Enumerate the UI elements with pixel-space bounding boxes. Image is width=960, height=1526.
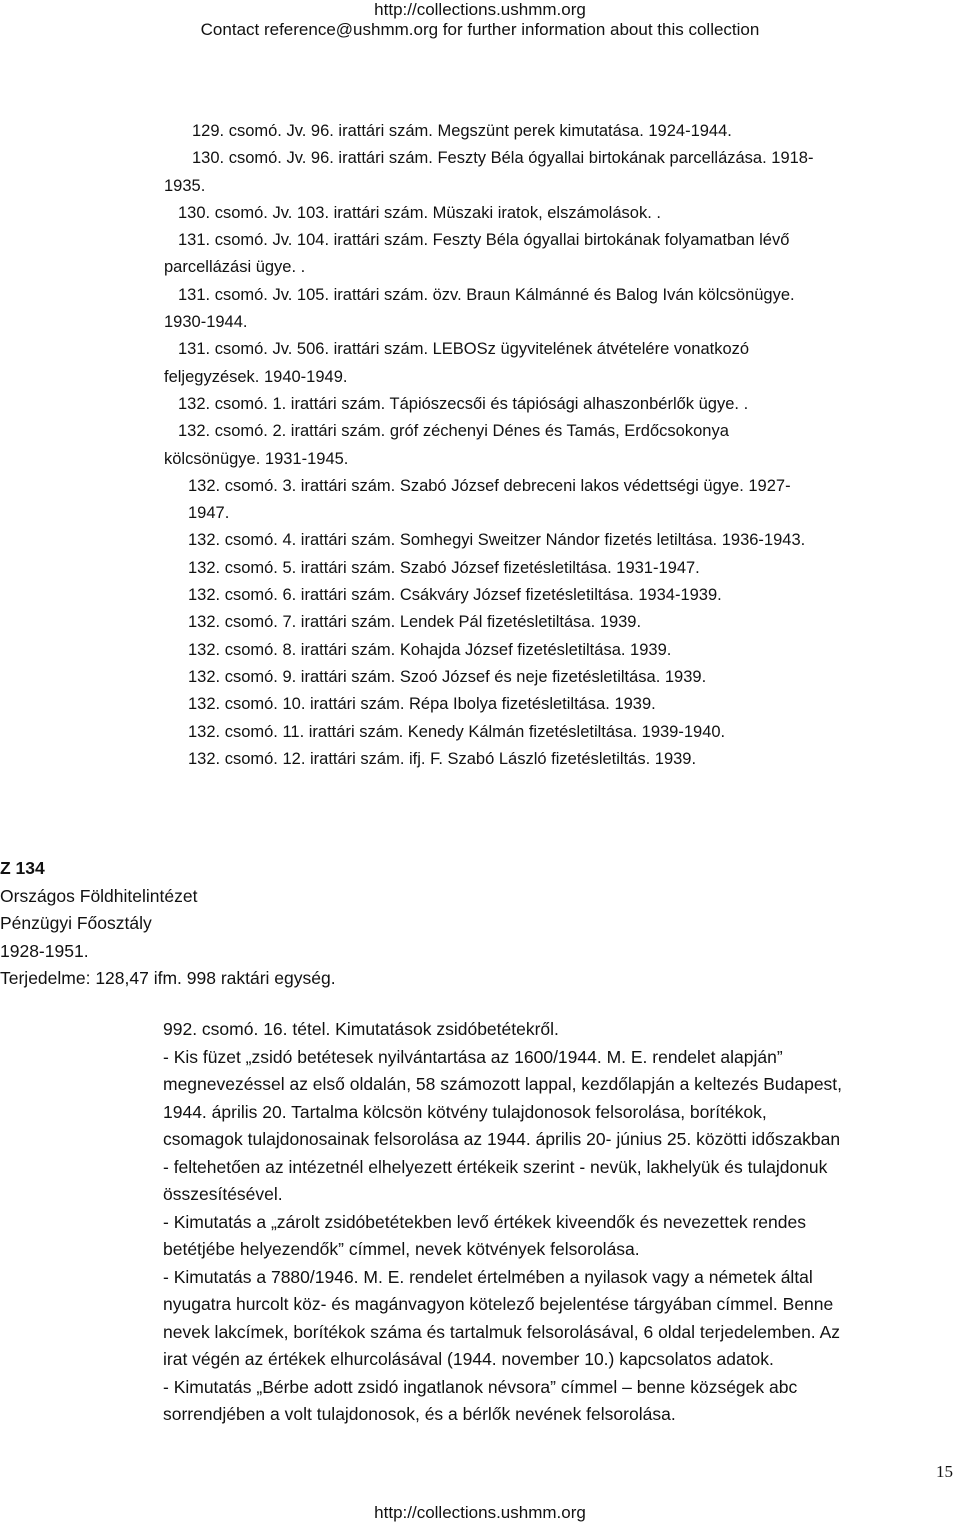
description-line: irat végén az értékek elhurcolásával (1944. november 10.) kapcsolatos adatok. bbox=[163, 1349, 774, 1369]
description-line: - feltehetően az intézetnél elhelyezett értékeik szerint - nevük, lakhelyük és tulajdonuk bbox=[163, 1156, 828, 1177]
list-item: 132. csomó. 3. irattári szám. Szabó József debreceni lakos védettségi ügye. 1927- 1947. bbox=[188, 476, 791, 523]
list-item: 132. csomó. 11. irattári szám. Kenedy Kálmán fizetésletiltása. 1939-1940. bbox=[188, 722, 726, 741]
description-line: csomagok tulajdonosainak felsorolása az 1944. április 20- június 25. közötti időszakban bbox=[163, 1129, 841, 1149]
list-item: 132. csomó. 6. irattári szám. Csákváry József fizetésletiltása. 1934-1939. bbox=[188, 586, 722, 605]
collection-summary bbox=[0, 855, 336, 993]
list-item: 131. csomó. Jv. 104. irattári szám. Feszty Béla ógyallai birtokának folyamatban lévő parcellázási ügye. . bbox=[164, 231, 790, 277]
list-item: 132. csomó. 2. irattári szám. gróf zéchenyi Dénes és Tamás, Erdőcsokonya kölcsönügye. 1931-1945. bbox=[164, 422, 729, 468]
item-description bbox=[163, 1016, 953, 1429]
list-item: 130. csomó. Jv. 96. irattári szám. Feszty Béla ógyallai birtokának parcellázása. 1918- 1935. bbox=[164, 149, 814, 195]
header-url[interactable]: http://collections.ushmm.org bbox=[374, 0, 586, 19]
collection-extent: Terjedelme: 128,47 ifm. 998 raktári egység. bbox=[0, 968, 336, 988]
list-item: 132. csomó. 12. irattári szám. ifj. F. Szabó László fizetésletiltás. 1939. bbox=[188, 749, 697, 768]
page-number: 15 bbox=[936, 1462, 953, 1481]
list-item: 132. csomó. 10. irattári szám. Répa Ibolya fizetésletiltása. 1939. bbox=[188, 695, 656, 714]
collection-dates: 1928-1951. bbox=[0, 940, 89, 961]
box-contents-list bbox=[0, 118, 960, 773]
page-header bbox=[0, 0, 960, 40]
list-item: 132. csomó. 9. irattári szám. Szoó József és neje fizetésletiltása. 1939. bbox=[188, 667, 707, 686]
list-item: 132. csomó. 5. irattári szám. Szabó József fizetésletiltása. 1931-1947. bbox=[188, 558, 700, 577]
description-line: - Kimutatás a 7880/1946. M. E. rendelet értelmében a nyilasok vagy a németek által bbox=[163, 1266, 813, 1287]
list-item: 132. csomó. 1. irattári szám. Tápiószecsői és tápiósági alhaszonbérlők ügye. . bbox=[178, 394, 749, 413]
list-item: 132. csomó. 8. irattári szám. Kohajda József fizetésletiltása. 1939. bbox=[188, 640, 672, 659]
collection-department: Pénzügyi Főosztály bbox=[0, 913, 152, 933]
description-line: megnevezéssel az első oldalán, 58 számozott lappal, kezdőlapján a keltezés Budapest, bbox=[163, 1074, 843, 1094]
description-line: sorrendjében a volt tulajdonosok, és a bérlők nevének felsorolása. bbox=[163, 1404, 676, 1424]
description-line: - Kimutatás „Bérbe adott zsidó ingatlanok névsora” címmel – benne községek abc bbox=[163, 1376, 798, 1397]
list-item: 129. csomó. Jv. 96. irattári szám. Megszünt perek kimutatása. 1924-1944. bbox=[192, 122, 732, 140]
list-item: 131. csomó. Jv. 506. irattári szám. LEBOSz ügyvitelének átvételére vonatkozó feljegyzések. 1940-1949. bbox=[164, 340, 750, 386]
collection-organization: Országos Földhitelintézet bbox=[0, 885, 198, 906]
description-line: 992. csomó. 16. tétel. Kimutatások zsidóbetétekről. bbox=[163, 1019, 559, 1039]
description-line: nyugatra hurcolt köz- és magánvagyon kötelező bejelentése tárgyában címmel. Benne bbox=[163, 1294, 834, 1314]
description-line: 1944. április 20. Tartalma kölcsön kötvény tulajdonosok felsorolása, borítékok, bbox=[163, 1101, 767, 1122]
footer-url[interactable]: http://collections.ushmm.org bbox=[374, 1503, 586, 1522]
description-line: összesítésével. bbox=[163, 1184, 283, 1204]
list-item: 132. csomó. 4. irattári szám. Somhegyi Sweitzer Nándor fizetés letiltása. 1936-1943. bbox=[188, 531, 806, 550]
description-line: betétjébe helyezendők” címmel, nevek kötvények felsorolása. bbox=[163, 1239, 640, 1259]
description-line: nevek lakcímek, borítékok száma és tartalmuk felsorolásával, 6 oldal terjedelemben. Az bbox=[163, 1321, 840, 1342]
list-item: 131. csomó. Jv. 105. irattári szám. özv. Braun Kálmánné és Balog Iván kölcsönügye. 1930-1944. bbox=[164, 285, 795, 332]
description-line: - Kimutatás a „zárolt zsidóbetétekben levő értékek kiveendők és nevezettek rendes bbox=[163, 1211, 806, 1232]
collection-title: Z 134 bbox=[0, 858, 45, 878]
description-line: - Kis füzet „zsidó betétesek nyilvántartása az 1600/1944. M. E. rendelet alapján” bbox=[163, 1046, 783, 1067]
list-item: 132. csomó. 7. irattári szám. Lendek Pál fizetésletiltása. 1939. bbox=[188, 613, 642, 632]
list-item: 130. csomó. Jv. 103. irattári szám. Müszaki iratok, elszámolások. . bbox=[178, 203, 661, 222]
header-contact: Contact reference@ushmm.org for further information about this collection bbox=[200, 20, 760, 39]
